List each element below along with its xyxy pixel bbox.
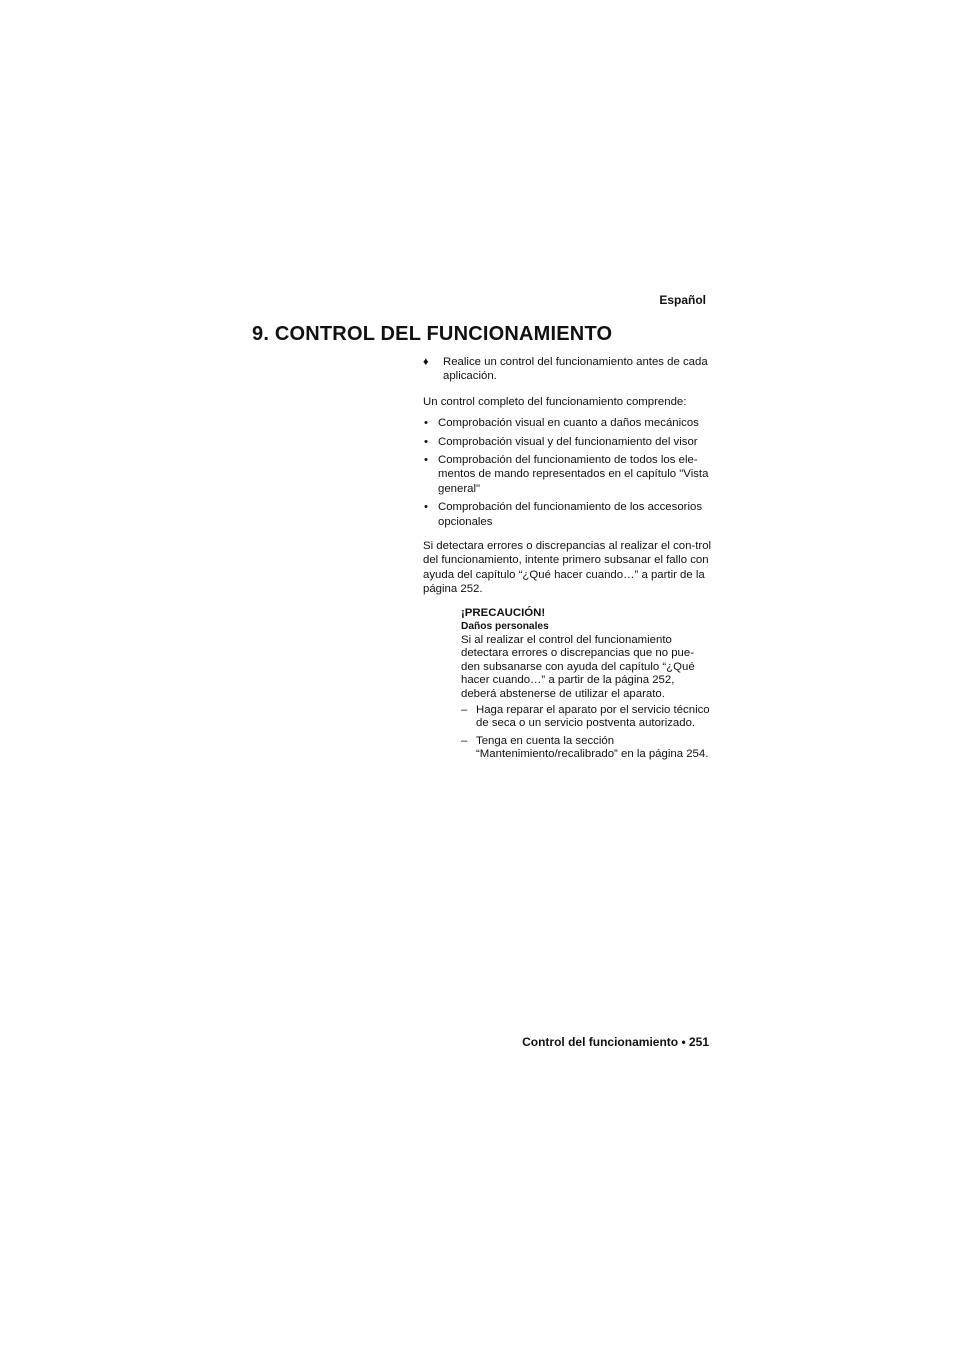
list-item-text: Comprobación visual y del funcionamiento del visor: [438, 435, 698, 448]
bullet-icon: •: [424, 417, 428, 430]
caution-block: [461, 607, 711, 762]
list-item: [423, 453, 713, 496]
caution-text: Si al realizar el control del funcionamiento detectara errores o discrepancias que no pue-den subsanarse con ayuda del capítulo “¿Qué hacer cuando…” a partir de la página 252, deberá abstenerse de utilizar el aparato.: [461, 633, 695, 701]
list-item: [423, 500, 713, 529]
caution-subtitle: Daños personales: [461, 620, 549, 632]
list-item-text: Comprobación del funcionamiento de todos los ele-mentos de mando representados en el capítulo "Vista general": [438, 454, 709, 495]
dash-icon: –: [461, 703, 468, 716]
instruction: [423, 355, 713, 384]
instruction-text: Realice un control del funcionamiento antes de cada aplicación.: [443, 356, 708, 383]
caution-step-text: Tenga en cuenta la sección “Mantenimiento/recalibrado” en la página 254.: [476, 734, 709, 761]
dash-icon: –: [461, 734, 468, 747]
page-footer: Control del funcionamiento • 251: [522, 1035, 709, 1049]
check-list: [423, 416, 713, 529]
intro-paragraph: Un control completo del funcionamiento comprende:: [423, 395, 687, 408]
language-label: Español: [659, 293, 706, 307]
caution-step-text: Haga reparar el aparato por el servicio técnico de seca o un servicio postventa autorizado.: [476, 703, 710, 730]
bullet-icon: •: [424, 454, 428, 467]
body-column: [423, 355, 713, 766]
errors-paragraph: Si detectara errores o discrepancias al realizar el con-trol del funcionamiento, intente primero subsanar el fallo con ayuda del capítulo “¿Qué hacer cuando…” a partir de la página 252.: [423, 540, 712, 596]
diamond-icon: ♦: [423, 356, 429, 368]
list-item-text: Comprobación visual en cuanto a daños mecánicos: [438, 417, 699, 430]
list-item: [423, 416, 713, 430]
list-item: [423, 435, 713, 449]
bullet-icon: •: [424, 501, 428, 514]
chapter-title: 9. CONTROL DEL FUNCIONAMIENTO: [252, 323, 613, 345]
bullet-icon: •: [424, 435, 428, 448]
caution-title: ¡PRECAUCIÓN!: [461, 606, 546, 619]
caution-step: [461, 735, 711, 762]
list-item-text: Comprobación del funcionamiento de los accesorios opcionales: [438, 501, 703, 528]
caution-step: [461, 704, 711, 731]
caution-steps: [461, 704, 711, 762]
